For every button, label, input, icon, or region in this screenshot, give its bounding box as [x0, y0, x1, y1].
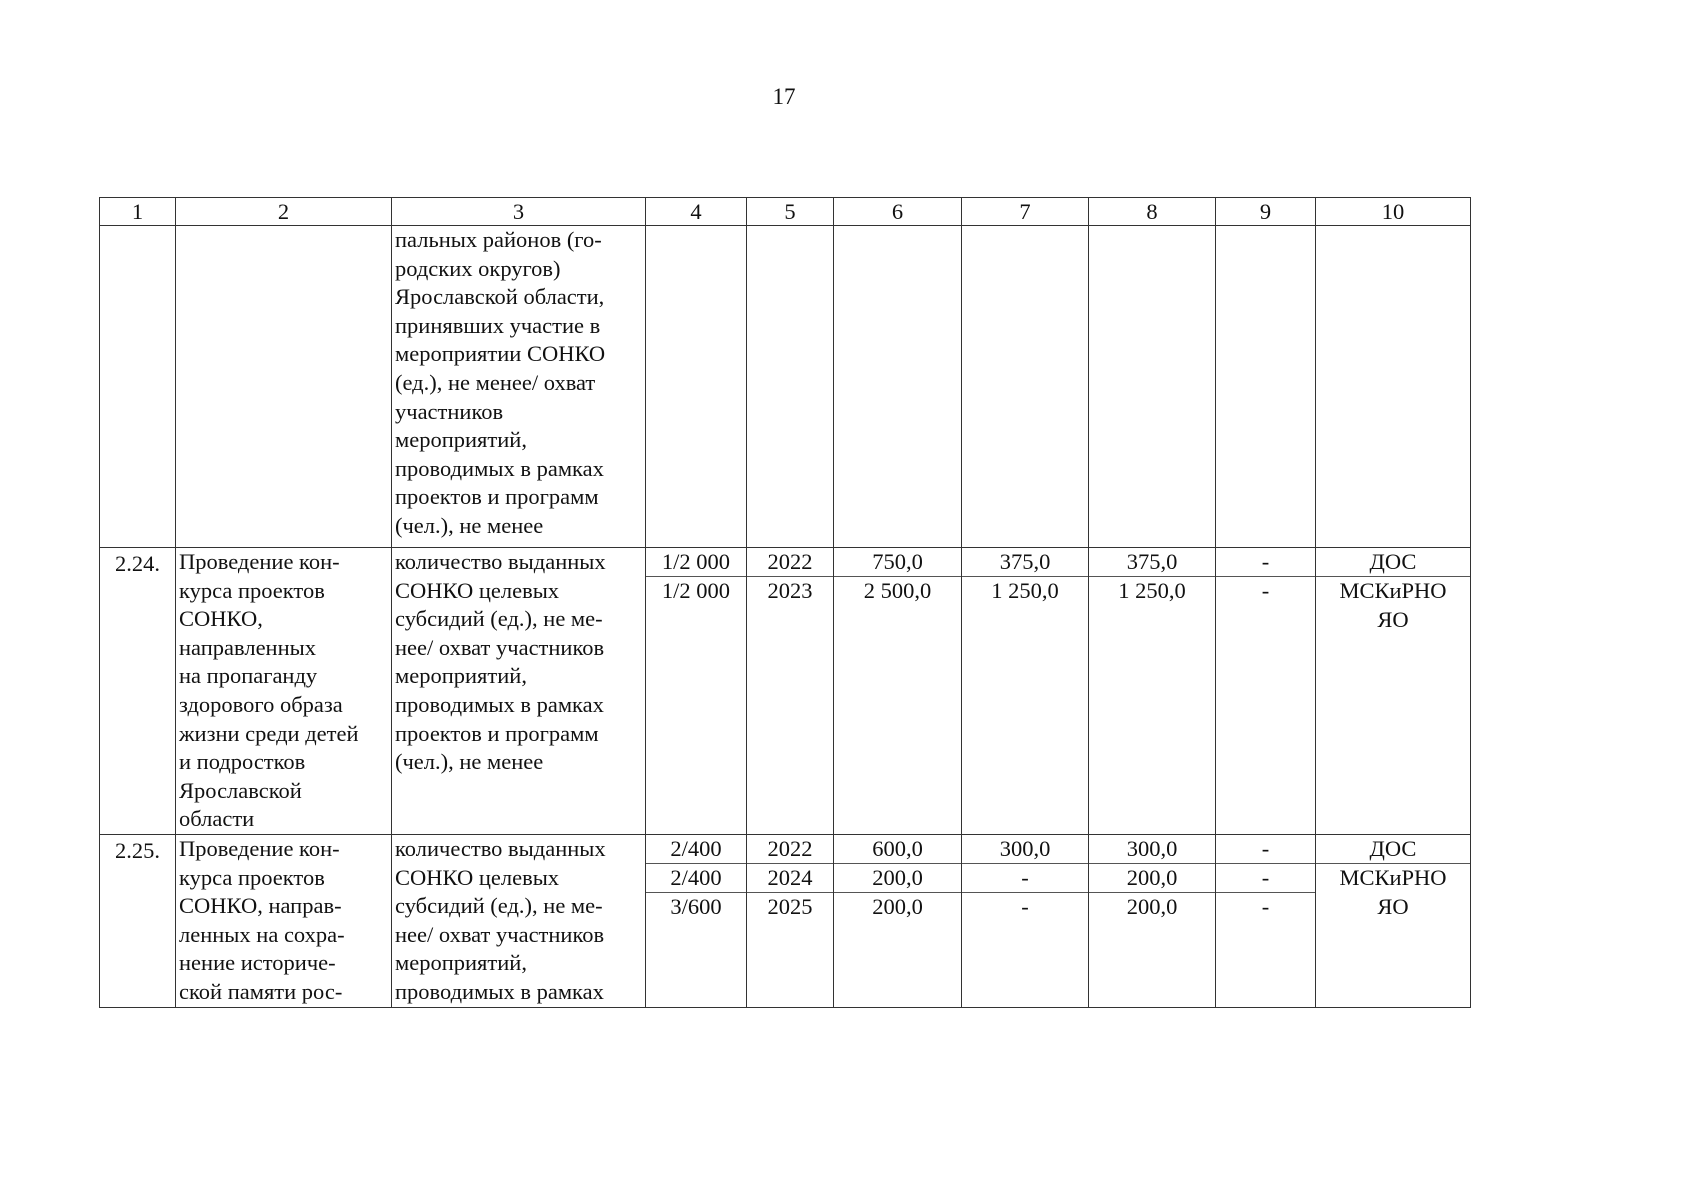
activity-name-cell: Проведение кон- курса проектов СОНКО, направ- ленных на сохра- нение историче- ской памяти рос- [176, 835, 392, 1008]
column-header-4: 4 [646, 198, 747, 226]
column-header-6: 6 [834, 198, 962, 226]
total-funding-value: 750,0 [834, 548, 961, 577]
funding-col8-cell [1089, 835, 1216, 1008]
target-value-cell [646, 835, 747, 1008]
row-number-cell [100, 226, 176, 548]
total-funding-value: 600,0 [834, 835, 961, 864]
funding-col7-cell [962, 835, 1089, 1008]
target-value: 1/2 000 [646, 548, 746, 577]
row-number-cell: 2.25. [100, 835, 176, 1008]
column-header-2: 2 [176, 198, 392, 226]
funding-col7-value: 375,0 [962, 548, 1088, 577]
year-value: 2025 [767, 894, 813, 919]
activity-name-cell: Проведение кон- курса проектов СОНКО, направленных на пропаганду здорового образа жизни среди детей и подростков Ярославской области [176, 548, 392, 835]
program-activities-table [99, 197, 1471, 1008]
column-header-1: 1 [100, 198, 176, 226]
total-funding-value: 200,0 [872, 894, 923, 919]
activity-name-cell [176, 226, 392, 548]
empty-cell [834, 226, 962, 548]
funding-col9-value: - [1261, 578, 1270, 603]
year-value: 2023 [767, 578, 813, 603]
table-row-2-25 [100, 835, 1471, 1008]
responsible-primary: ДОС [1316, 548, 1470, 577]
funding-col7-value: - [1021, 894, 1029, 919]
target-value-cell [646, 548, 747, 835]
empty-cell [1216, 226, 1316, 548]
funding-col7-value: 300,0 [962, 835, 1088, 864]
column-number-header-row [100, 198, 1471, 226]
funding-col8-value: 1 250,0 [1118, 578, 1186, 603]
empty-cell [646, 226, 747, 548]
column-header-9: 9 [1216, 198, 1316, 226]
funding-col7-value: 1 250,0 [991, 578, 1059, 603]
empty-cell [747, 226, 834, 548]
responsible-primary: ДОС [1316, 835, 1470, 864]
funding-col8-cell [1089, 548, 1216, 835]
target-value: 2/400 [646, 835, 746, 864]
target-value: 1/2 000 [661, 578, 731, 603]
column-header-10: 10 [1316, 198, 1471, 226]
responsible-secondary: МСКиРНО ЯО [1339, 578, 1447, 632]
total-funding-value: 200,0 [834, 864, 961, 893]
funding-col9-value: - [1216, 864, 1315, 893]
responsible-secondary: МСКиРНО ЯО [1339, 865, 1447, 919]
empty-cell [1089, 226, 1216, 548]
total-funding-cell [834, 548, 962, 835]
funding-col8-value: 200,0 [1126, 894, 1178, 919]
target-value: 3/600 [670, 894, 722, 919]
target-value: 2/400 [646, 864, 746, 893]
responsible-cell [1316, 835, 1471, 1008]
funding-col8-value: 375,0 [1089, 548, 1215, 577]
empty-cell [962, 226, 1089, 548]
total-funding-cell [834, 835, 962, 1008]
indicator-cell: количество выданных СОНКО целевых субсидий (ед.), не ме- нее/ охват участников мероприятий, проводимых в рамках проектов и программ (чел.), не менее [392, 548, 646, 835]
year-cell [747, 548, 834, 835]
column-header-3: 3 [392, 198, 646, 226]
table-row-2-24 [100, 548, 1471, 835]
funding-col9-cell [1216, 548, 1316, 835]
funding-col9-value: - [1216, 548, 1315, 577]
year-cell [747, 835, 834, 1008]
year-value: 2024 [747, 864, 833, 893]
column-header-7: 7 [962, 198, 1089, 226]
funding-col9-value: - [1216, 835, 1315, 864]
row-number-cell: 2.24. [100, 548, 176, 835]
empty-cell [1316, 226, 1471, 548]
table-row-continuation [100, 226, 1471, 548]
funding-col9-value: - [1261, 894, 1270, 919]
year-value: 2022 [747, 548, 833, 577]
indicator-cell: количество выданных СОНКО целевых субсидий (ед.), не ме- нее/ охват участников мероприятий, проводимых в рамках [392, 835, 646, 1008]
funding-col9-cell [1216, 835, 1316, 1008]
total-funding-value: 2 500,0 [863, 578, 932, 603]
column-header-8: 8 [1089, 198, 1216, 226]
funding-col8-value: 200,0 [1089, 864, 1215, 893]
page-number: 17 [772, 84, 796, 109]
funding-col8-value: 300,0 [1089, 835, 1215, 864]
year-value: 2022 [747, 835, 833, 864]
funding-col7-cell [962, 548, 1089, 835]
responsible-cell [1316, 548, 1471, 835]
funding-col7-value: - [962, 864, 1088, 893]
indicator-cell: пальных районов (го- родских округов) Ярославской области, принявших участие в мероприятии СОНКО (ед.), не менее/ охват участников мероприятий, проводимых в рамках проектов и программ (чел.), не менее [392, 226, 646, 548]
column-header-5: 5 [747, 198, 834, 226]
